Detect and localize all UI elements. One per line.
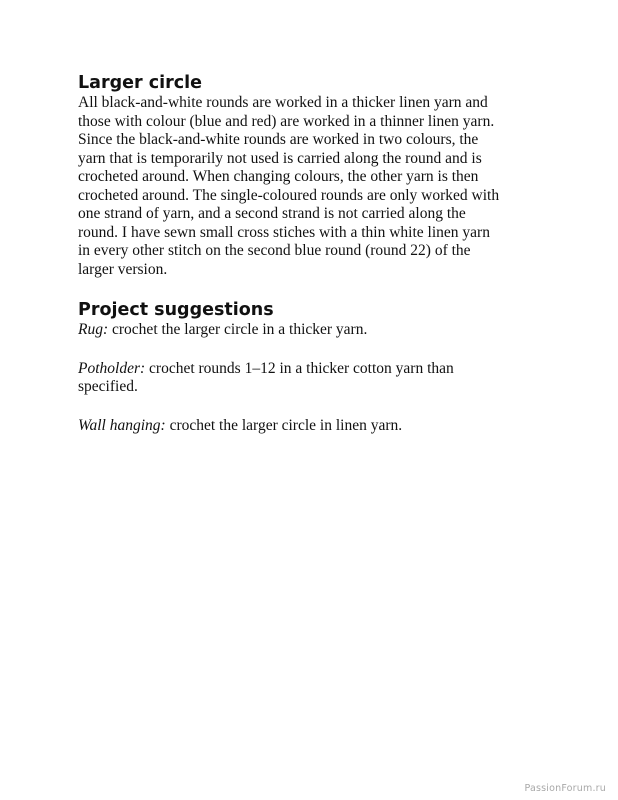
page-content — [78, 72, 548, 435]
paragraph-line: one strand of yarn, and a second strand is not carried along the — [78, 205, 466, 222]
suggestion-line — [78, 417, 548, 436]
paragraph-line: in every other stitch on the second blue round (round 22) of the — [78, 242, 471, 259]
paragraph-spacer — [78, 397, 548, 417]
paragraph-larger-circle — [78, 94, 548, 279]
paragraph-line: round. I have sewn small cross stiches with a thin white linen yarn — [78, 223, 490, 241]
watermark-text: PassionForum.ru — [524, 783, 606, 794]
suggestion-term-potholder: Potholder: — [78, 359, 146, 377]
paragraph-line: larger version. — [78, 260, 168, 278]
paragraph-spacer — [78, 340, 548, 360]
section-spacer — [78, 279, 548, 299]
suggestion-line: specified. — [78, 378, 138, 395]
suggestion-term-wall-hanging: Wall hanging: — [78, 416, 166, 434]
paragraph-line: Since the black-and-white rounds are worked in two colours, the — [78, 131, 479, 148]
suggestion-rug — [78, 321, 548, 340]
heading-larger-circle: Larger circle — [78, 73, 202, 93]
suggestion-text: crochet the larger circle in linen yarn. — [165, 416, 403, 434]
suggestion-line — [78, 360, 548, 379]
suggestion-term-rug: Rug: — [78, 321, 109, 338]
suggestion-line — [78, 321, 548, 340]
suggestion-text: crochet rounds 1–12 in a thicker cotton yarn than — [145, 359, 454, 377]
paragraph-line: crocheted around. When changing colours, the other yarn is then — [78, 168, 479, 185]
paragraph-line: All black-and-white rounds are worked in a thicker linen yarn and — [78, 94, 488, 111]
suggestion-text: crochet the larger circle in a thicker yarn. — [108, 321, 368, 338]
paragraph-line: crocheted around. The single-coloured rounds are only worked with — [78, 186, 500, 204]
paragraph-line: those with colour (blue and red) are worked in a thinner linen yarn. — [78, 112, 495, 130]
suggestion-wall-hanging — [78, 417, 548, 436]
heading-project-suggestions: Project suggestions — [78, 300, 274, 320]
paragraph-line: yarn that is temporarily not used is carried along the round and is — [78, 149, 482, 167]
suggestion-potholder — [78, 360, 548, 397]
